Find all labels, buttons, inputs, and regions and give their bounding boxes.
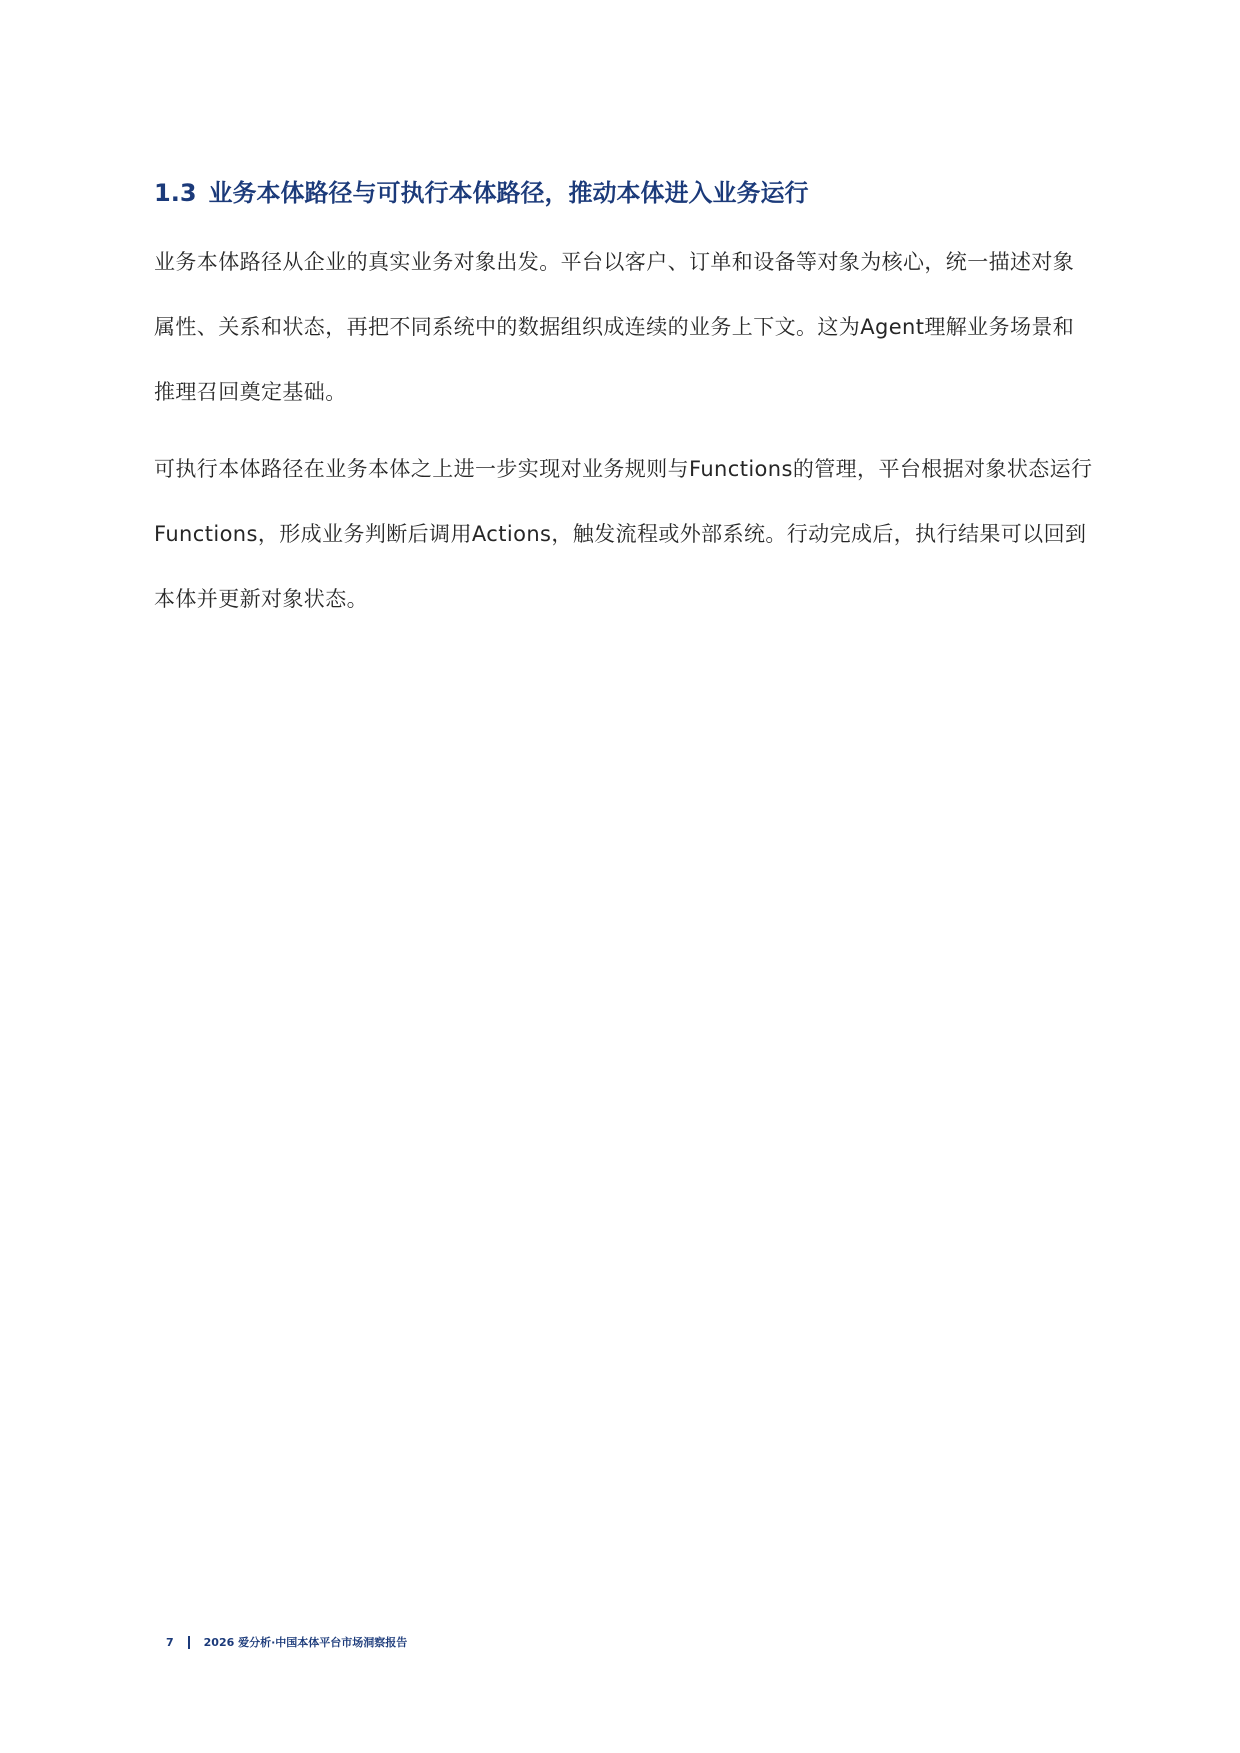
page-footer	[166, 1630, 407, 1654]
section-number: 1.3	[154, 179, 197, 207]
section-heading	[154, 170, 1094, 216]
report-title: 2026 爱分析·中国本体平台市场洞察报告	[203, 1636, 408, 1649]
page-number: 7	[166, 1635, 174, 1649]
page-content	[154, 170, 1094, 632]
section-title: 业务本体路径与可执行本体路径，推动本体进入业务运行	[208, 179, 809, 207]
footer-divider	[188, 1636, 190, 1649]
paragraph-executable-ontology: 可执行本体路径在业务本体之上进一步实现对业务规则与Functions的管理，平台根据对象状态运行Functions，形成业务判断后调用Actions，触发流程或外部系统。行动完成后，执行结果可以回到本体并更新对象状态。	[154, 457, 1093, 611]
paragraph-business-ontology: 业务本体路径从企业的真实业务对象出发。平台以客户、订单和设备等对象为核心，统一描述对象属性、关系和状态，再把不同系统中的数据组织成连续的业务上下文。这为Agent理解业务场景和推理召回奠定基础。	[154, 250, 1075, 404]
